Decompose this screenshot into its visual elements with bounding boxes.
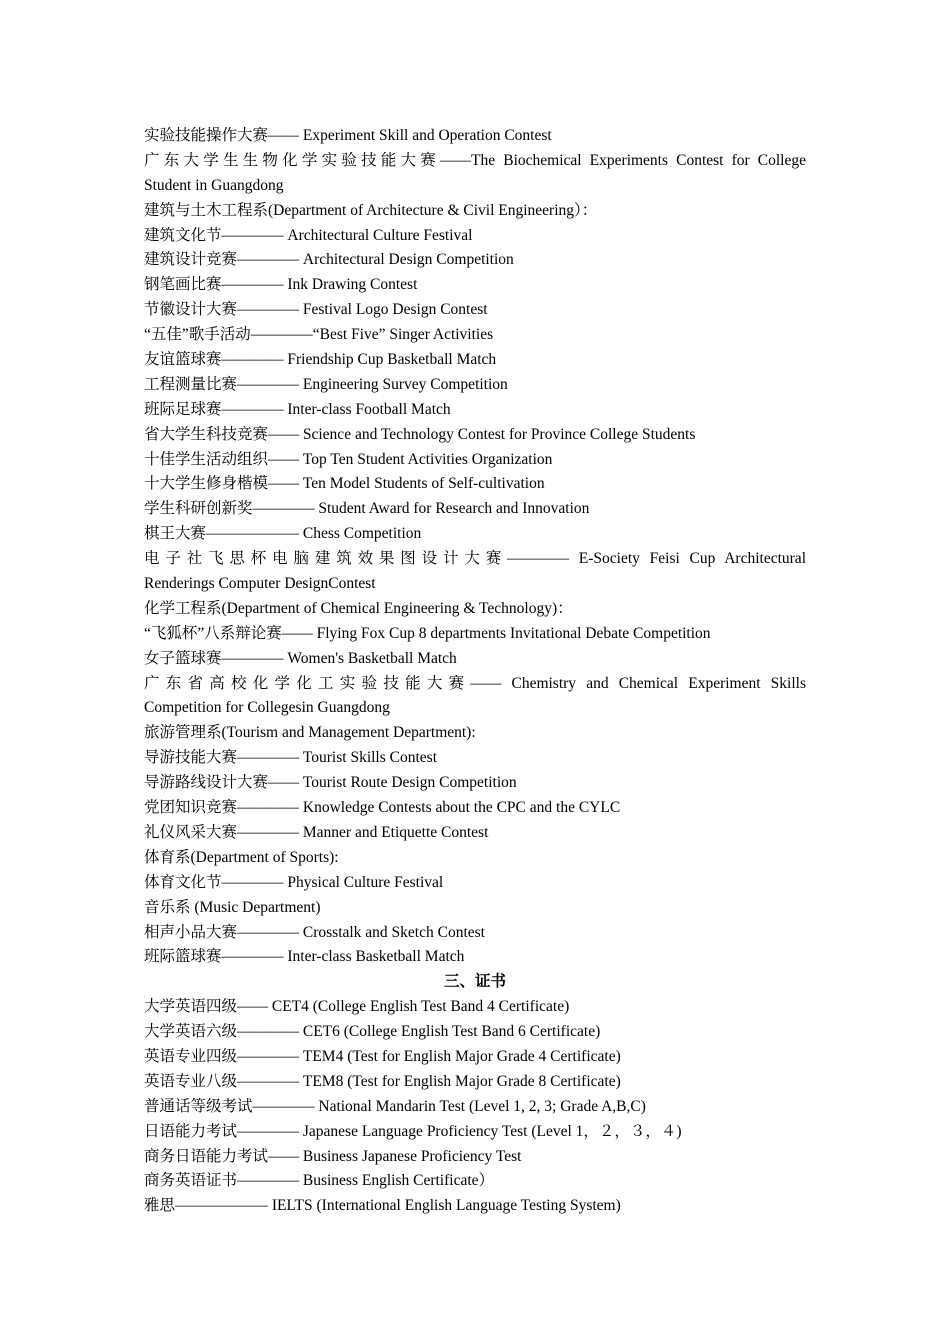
section-heading-tourism: 旅游管理系(Tourism and Management Department): <box>144 724 476 742</box>
section-heading-music: 音乐系 (Music Department) <box>144 898 321 916</box>
text-line: 节徽设计大赛———— Festival Logo Design Contest <box>144 301 488 319</box>
text-line: 雅思—————— IELTS (International English Language Testing System) <box>144 1197 621 1215</box>
text-line: 体育文化节———— Physical Culture Festival <box>144 873 444 891</box>
text-line: “飞狐杯”八系辩论赛—— Flying Fox Cup 8 departments Invitational Debate Competition <box>144 624 711 642</box>
section-title-certificates: 三、证书 <box>443 973 506 991</box>
text-line: Student in Guangdong <box>144 176 284 194</box>
text-line: 工程测量比赛———— Engineering Survey Competition <box>144 375 508 393</box>
text-line: 实验技能操作大赛—— Experiment Skill and Operation Contest <box>144 127 552 144</box>
text-line: 友谊篮球赛———— Friendship Cup Basketball Match <box>144 351 497 369</box>
text-line: 十大学生修身楷模—— Ten Model Students of Self-cultivation <box>144 475 545 493</box>
text-line: 广东省高校化学化工实验技能大赛—— Chemistry and Chemical Experiment Skills <box>144 674 806 692</box>
text-line: 学生科研创新奖———— Student Award for Research and Innovation <box>144 500 590 518</box>
text-line: Competition for Collegesin Guangdong <box>144 699 390 717</box>
text-line: 女子篮球赛———— Women's Basketball Match <box>144 649 457 667</box>
text-line: 大学英语六级———— CET6 (College English Test Band 6 Certificate) <box>144 1023 601 1041</box>
section-heading-architecture: 建筑与土木工程系(Department of Architecture & Civil Engineering）： <box>144 201 598 219</box>
text-line: 建筑文化节———— Architectural Culture Festival <box>144 226 473 244</box>
text-line: 棋王大赛—————— Chess Competition <box>144 525 422 543</box>
text-line: 导游路线设计大赛—— Tourist Route Design Competition <box>144 774 517 792</box>
text-line: 英语专业八级———— TEM8 (Test for English Major Grade 8 Certificate) <box>144 1072 621 1090</box>
text-line: 商务英语证书———— Business English Certificate） <box>144 1172 495 1190</box>
text-line: 十佳学生活动组织—— Top Ten Student Activities Organization <box>144 450 553 468</box>
document-page <box>144 124 806 1219</box>
text-line: 英语专业四级———— TEM4 (Test for English Major Grade 4 Certificate) <box>144 1047 621 1065</box>
text-line: 建筑设计竞赛———— Architectural Design Competition <box>144 251 514 269</box>
text-line: 省大学生科技竞赛—— Science and Technology Contest for Province College Students <box>144 425 696 443</box>
text-line: 商务日语能力考试—— Business Japanese Proficiency Test <box>144 1147 522 1165</box>
text-line: 班际篮球赛———— Inter-class Basketball Match <box>144 948 465 966</box>
text-line: Renderings Computer DesignContest <box>144 575 376 593</box>
text-line: 日语能力考试———— Japanese Language Proficiency Test (Level 1，２，３，４) <box>144 1122 682 1140</box>
section-heading-sports: 体育系(Department of Sports): <box>144 848 339 866</box>
text-line: 钢笔画比赛———— Ink Drawing Contest <box>144 276 418 294</box>
text-line: 广东大学生生物化学实验技能大赛——The Biochemical Experiments Contest for College <box>144 151 806 169</box>
text-line: 党团知识竞赛———— Knowledge Contests about the CPC and the CYLC <box>144 799 621 817</box>
text-line: “五佳”歌手活动————“Best Five” Singer Activities <box>144 326 494 344</box>
text-line: 礼仪风采大赛———— Manner and Etiquette Contest <box>144 823 489 841</box>
text-line: 大学英语四级—— CET4 (College English Test Band 4 Certificate) <box>144 998 570 1016</box>
text-line: 电子社飞思杯电脑建筑效果图设计大赛———— E-Society Feisi Cup Architectural <box>144 550 806 568</box>
text-line: 普通话等级考试———— National Mandarin Test (Level 1, 2, 3; Grade A,B,C) <box>144 1097 646 1115</box>
text-line: 班际足球赛———— Inter-class Football Match <box>144 400 451 418</box>
text-line: 导游技能大赛———— Tourist Skills Contest <box>144 749 438 767</box>
text-line: 相声小品大赛———— Crosstalk and Sketch Contest <box>144 923 485 941</box>
section-heading-chemical: 化学工程系(Department of Chemical Engineering & Technology)： <box>144 599 573 617</box>
